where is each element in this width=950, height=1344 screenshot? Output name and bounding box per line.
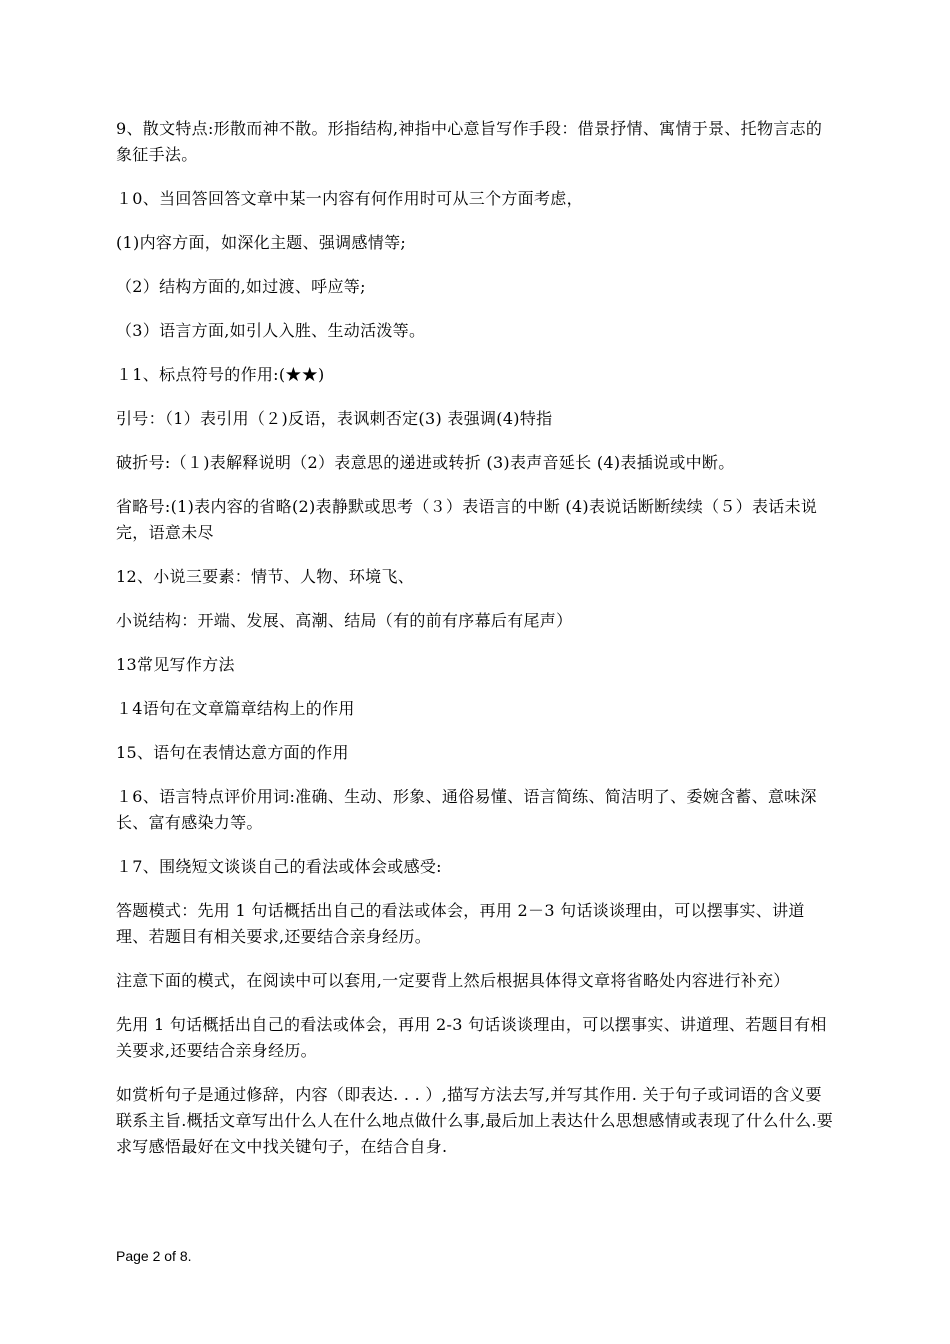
paragraph-10-item-3: （3）语言方面,如引人入胜、生动活泼等。	[116, 321, 426, 340]
paragraph-appreciation: 如赏析句子是通过修辞，内容（即表达. . . ）,描写方法去写,并写其作用. 关于句子或词语的含义要联系主旨.概括文章写出什么人在什么地点做什么事,最后加上表达什么思想感情或表现了什么什么.要求写感悟最好在文中找关键句子，在结合自身.	[116, 1085, 834, 1156]
paragraph-ellipsis: 省略号:(1)表内容的省略(2)表静默或思考（３）表语言的中断 (4)表说话断断续续（５）表话未说完，语意未尽	[116, 497, 818, 542]
paragraph-11-punctuation: １1、标点符号的作用:(★★)	[116, 365, 325, 384]
paragraph-dash: 破折号:（１)表解释说明（2）表意思的递进或转折 (3)表声音延长 (4)表插说或中断。	[116, 453, 735, 472]
document-body	[116, 116, 836, 1178]
paragraph-10-item-1: (1)内容方面，如深化主题、强调感情等;	[116, 233, 407, 252]
paragraph-10-content-function: １0、当回答回答文章中某一内容有何作用时可从三个方面考虑，	[116, 189, 583, 208]
page-number-footer: Page 2 of 8.	[116, 1248, 192, 1264]
paragraph-16-language-evaluation: １6、语言特点评价用词:准确、生动、形象、通俗易懂、语言简练、简洁明了、委婉含蓄、意味深长、富有感染力等。	[116, 787, 817, 832]
paragraph-13-writing-methods: 13常见写作方法	[116, 655, 235, 674]
paragraph-note-pattern: 注意下面的模式，在阅读中可以套用,一定要背上然后根据具体得文章将省略处内容进行补充）	[116, 971, 790, 990]
paragraph-pattern-repeat: 先用 1 句话概括出自己的看法或体会，再用 2-3 句话谈谈理由，可以摆事实、讲道理、若题目有相关要求,还要结合亲身经历。	[116, 1015, 827, 1060]
paragraph-15-sentence-expression-role: 15、语句在表情达意方面的作用	[116, 743, 349, 762]
paragraph-answer-pattern: 答题模式：先用 1 句话概括出自己的看法或体会，再用 2－3 句话谈谈理由，可以摆事实、讲道理、若题目有相关要求,还要结合亲身经历。	[116, 901, 805, 946]
paragraph-14-sentence-structure-role: １4语句在文章篇章结构上的作用	[116, 699, 355, 718]
paragraph-quotation-marks: 引号：（1）表引用（２)反语，表讽刺否定(3) 表强调(4)特指	[116, 409, 553, 428]
paragraph-10-item-2: （2）结构方面的,如过渡、呼应等;	[116, 277, 366, 296]
paragraph-9-prose-features: 9、散文特点:形散而神不散。形指结构,神指中心意旨写作手段：借景抒情、寓情于景、托物言志的象征手法。	[116, 119, 823, 164]
paragraph-novel-structure: 小说结构：开端、发展、高潮、结局（有的前有序幕后有尾声）	[116, 611, 573, 630]
paragraph-17-opinion: １7、围绕短文谈谈自己的看法或体会或感受:	[116, 857, 442, 876]
paragraph-12-novel-elements: 12、小说三要素：情节、人物、环境飞、	[116, 567, 415, 586]
